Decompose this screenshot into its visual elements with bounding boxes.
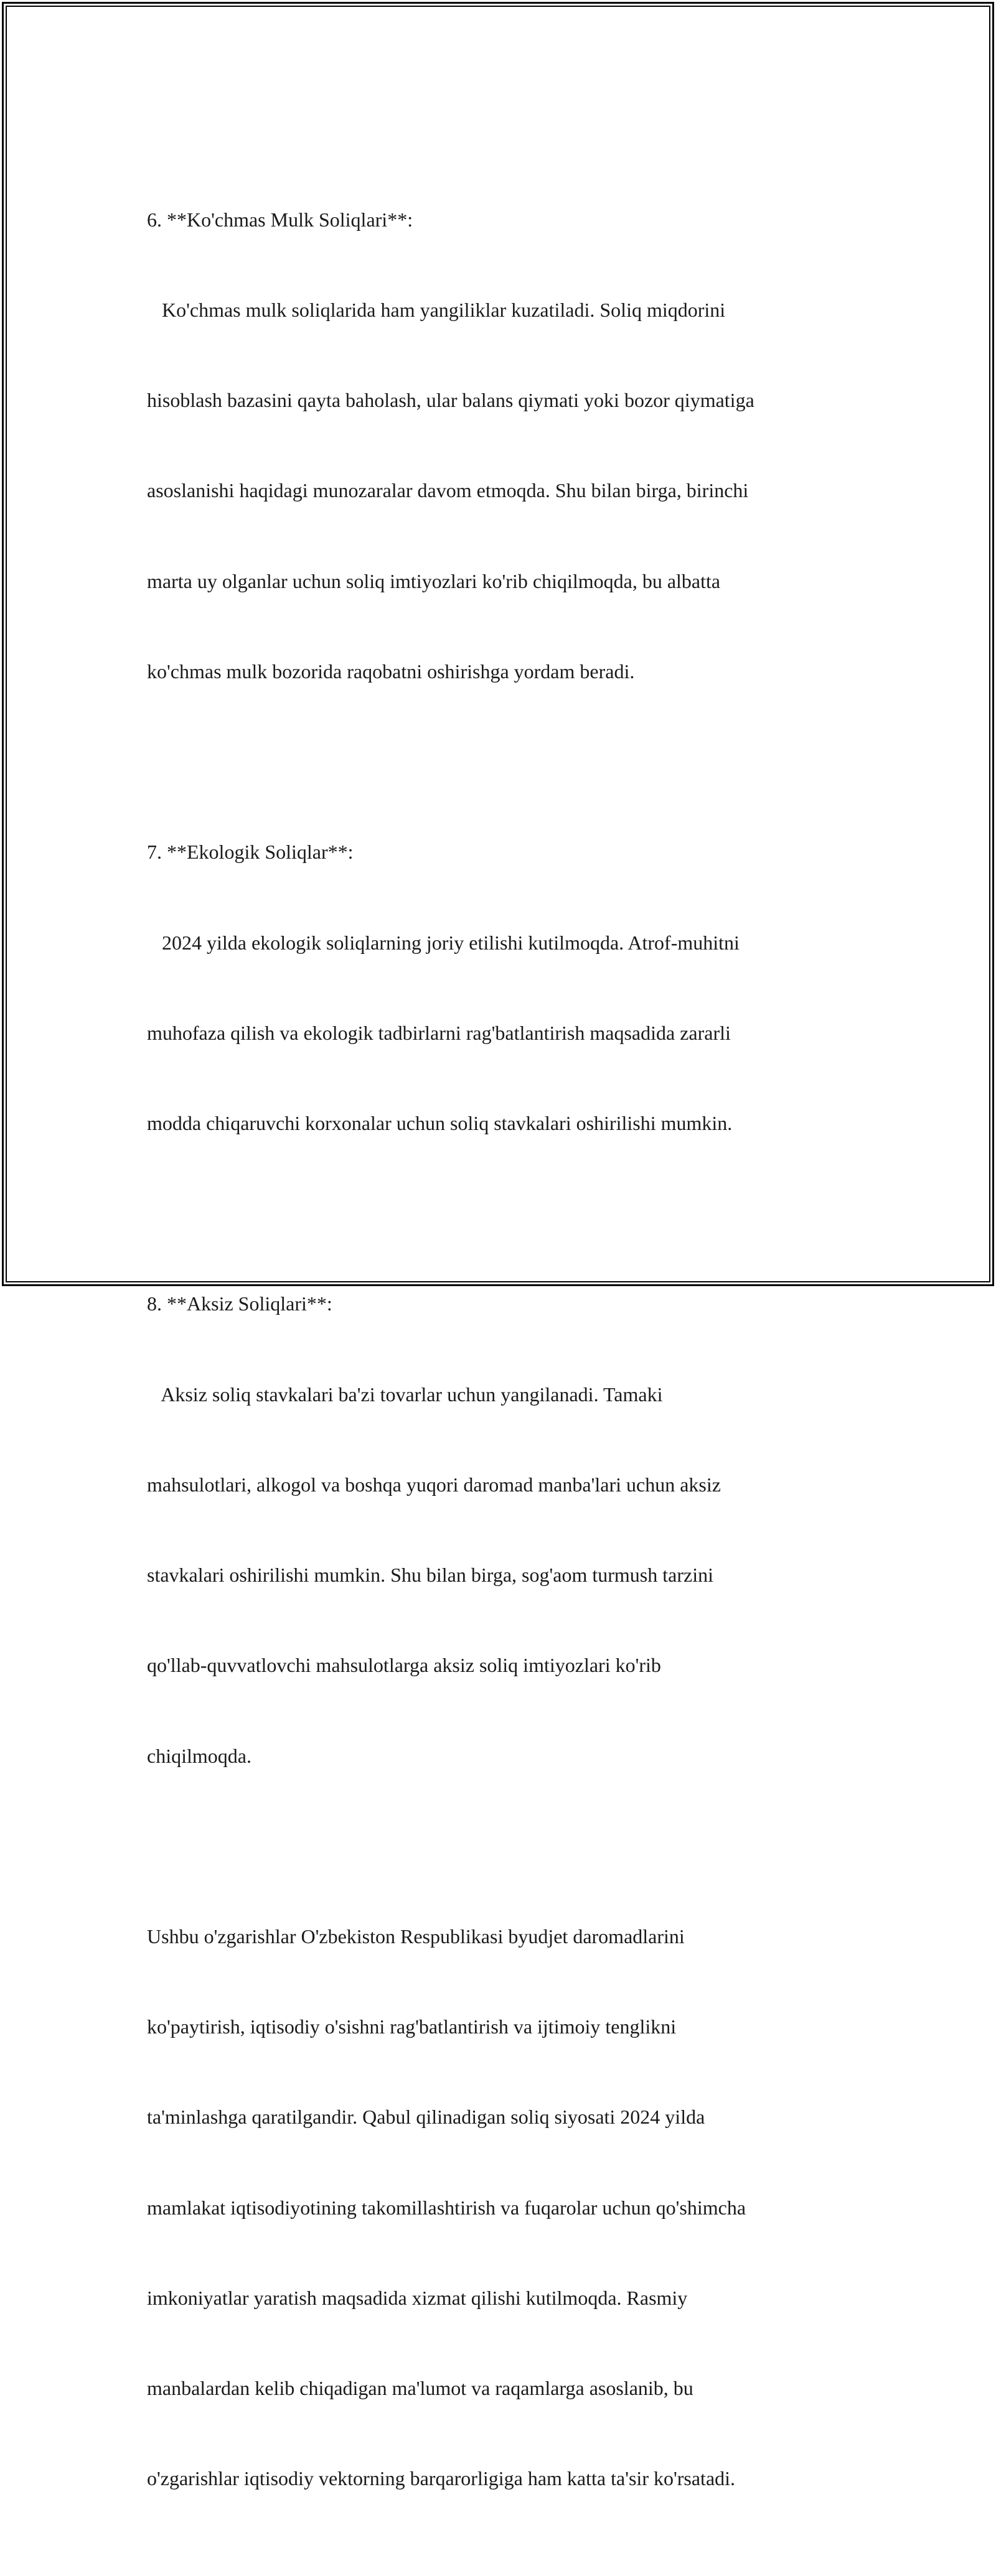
body-line: ko'paytirish, iqtisodiy o'sishni rag'batlantirish va ijtimoiy tenglikni [147,2015,677,2038]
body-line: modda chiqaruvchi korxonalar uchun soliq stavkalari oshirilishi mumkin. [147,1111,733,1134]
body-line: marta uy olganlar uchun soliq imtiyozlari ko'rib chiqilmoqda, bu albatta [147,569,721,592]
section-ecological-tax [147,777,869,1199]
section-excise-tax [147,1229,869,1831]
body-line: manbalardan kelib chiqadigan ma'lumot va raqamlarga asoslanib, bu [147,2377,693,2400]
body-line: Aksiz soliq stavkalari ba'zi tovarlar uchun yangilanadi. Tamaki [147,1383,663,1406]
section-heading: 8. **Aksiz Soliqlari**: [147,1292,332,1315]
body-line: hisoblash bazasini qayta baholash, ular balans qiymati yoki bozor qiymatiga [147,389,754,412]
body-line: 2024 yilda ekologik soliqlarning joriy etilishi kutilmoqda. Atrof-muhitni [147,931,740,954]
body-line: chiqilmoqda. [147,1744,251,1767]
body-line: Ko'chmas mulk soliqlarida ham yangiliklar kuzatiladi. Soliq miqdorini [147,299,726,322]
conclusion-paragraph [147,1861,869,2554]
document-body [147,144,869,2576]
section-property-tax [147,144,869,747]
body-line: asoslanishi haqidagi munozaralar davom etmoqda. Shu bilan birga, birinchi [147,479,749,502]
body-line: ta'minlashga qaratilgandir. Qabul qilinadigan soliq siyosati 2024 yilda [147,2106,705,2129]
body-line: Ushbu o'zgarishlar O'zbekiston Respublikasi byudjet daromadlarini [147,1925,685,1948]
body-line: mamlakat iqtisodiyotining takomillashtirish va fuqarolar uchun qo'shimcha [147,2196,746,2219]
body-line: stavkalari oshirilishi mumkin. Shu bilan birga, sog'aom turmush tarzini [147,1564,713,1587]
section-heading: 7. **Ekologik Soliqlar**: [147,841,354,864]
body-line: o'zgarishlar iqtisodiy vektorning barqarorligiga ham katta ta'sir ko'rsatadi. [147,2467,736,2490]
section-heading: 6. **Ko'chmas Mulk Soliqlari**: [147,208,413,231]
body-line: mahsulotlari, alkogol va boshqa yuqori daromad manba'lari uchun aksiz [147,1473,721,1496]
body-line: qo'llab-quvvatlovchi mahsulotlarga aksiz soliq imtiyozlari ko'rib [147,1654,661,1677]
body-line: ko'chmas mulk bozorida raqobatni oshirishga yordam beradi. [147,660,635,683]
body-line: imkoniyatlar yaratish maqsadida xizmat qilishi kutilmoqda. Rasmiy [147,2286,688,2309]
body-line: muhofaza qilish va ekologik tadbirlarni rag'batlantirish maqsadida zararli [147,1021,731,1044]
